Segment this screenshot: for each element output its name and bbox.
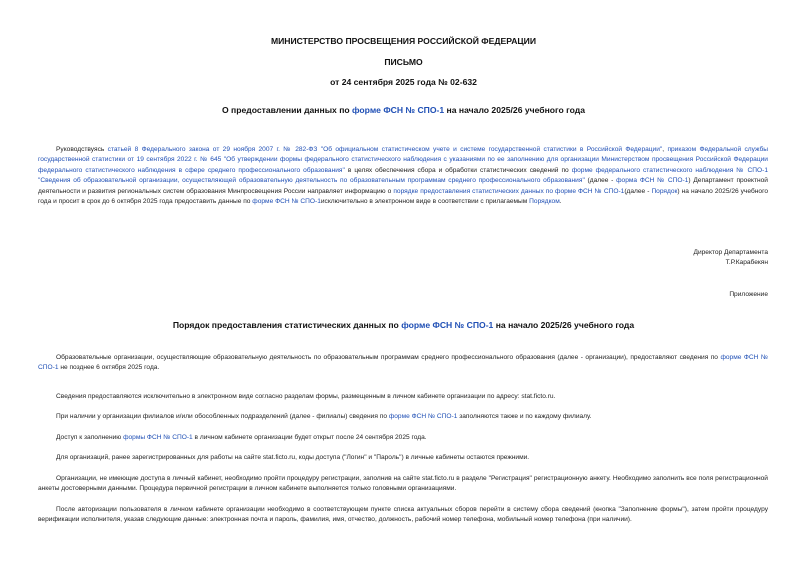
- letter-body-paragraph: Руководствуясь статьей 8 Федерального закона от 29 ноября 2007 г. № 282-ФЗ "Об официальном статистическом учете и системе государственной статистики в Российской Федерации", приказом Федеральной службы государственной статистики от 19 сентября 2022 г. № 645 "Об утверждении формы федерального статистического наблюдения с указаниями по ее заполнению для организации Министерством просвещения Российской Федерации федерального статистического наблюдения в сфере среднего профессионального образования" в целях обеспечения сбора и обработки статистических сведений по форме федерального статистического наблюдения № СПО-1 "Сведения об образовательной организации, осуществляющей образовательную деятельность по образовательным программам среднего профессионального образования" (далее - форма ФСН № СПО-1) Департамент проектной деятельности и развития региональных систем образования Минпросвещения России направляет информацию о порядке предоставления статистических данных по форме ФСН № СПО-1(далее - Порядок) на начало 2025/26 учебного года и просит в срок до 6 октября 2025 года предоставить данные по форме ФСН № СПО-1исключительно в электронном виде в соответствии с прилагаемым Порядком.: [38, 146, 769, 206]
- appendix-paragraph: После авторизации пользователя в личном кабинете организации необходимо в соответствующем пункте списка актуальных сборов перейти в систему сбора сведений (кнопка "Заполнение формы"), затем пройти процедуру верификации исполнителя, указав следующие данные: электронная почта и пароль, фамилия, имя, отчество, должность, рабочий номер телефона, мобильный номер телефона (при наличии).: [38, 506, 768, 524]
- appendix-paragraph: Доступ к заполнению формы ФСН № СПО-1 в личном кабинете организации будет открыт после 24 сентября 2025 года.: [56, 434, 427, 441]
- procedure-short-link[interactable]: Порядок: [651, 187, 678, 195]
- appendix-title: Порядок предоставления статистических данных по форме ФСН № СПО-1 на начало 2025/26 учебного года: [172, 320, 635, 330]
- form-link[interactable]: форме ФСН № СПО-1: [388, 413, 458, 420]
- appendix-paragraph: При наличии у организации филиалов и/или обособленных подразделений (далее - филиалы) сведения по форме ФСН № СПО-1 заполняются также и по каждому филиалу.: [56, 413, 592, 420]
- appendix-label: Приложение: [729, 291, 768, 298]
- procedure-link[interactable]: порядке предоставления статистических данных по форме ФСН № СПО-1: [393, 187, 625, 195]
- document-subject: О предоставлении данных по форме ФСН № СПО-1 на начало 2025/26 учебного года: [221, 105, 585, 115]
- law-article-link[interactable]: статьей 8 Федерального закона от 29 ноября 2007 г. № 282-ФЗ "Об официальном статистическом учете и системе государственной статистики в Российской Федерации": [107, 146, 663, 153]
- form-full-name-link[interactable]: форме федерального статистического наблюдения № СПО-1 "Сведения об образовательной организации, осуществляющей образовательную деятельность по образовательным программам среднего профессионального образования": [38, 166, 769, 185]
- rosstat-order-link[interactable]: приказом Федеральной службы государственной статистики от 19 сентября 2022 г. № 645 "Об утверждении формы федерального статистического наблюдения с указаниями по ее заполнению для организации Министерством просвещения Российской Федерации федерального статистического наблюдения в сфере среднего профессионального образования": [38, 146, 768, 174]
- appendix-form-link[interactable]: форме ФСН № СПО-1: [401, 320, 494, 330]
- subject-form-link[interactable]: форме ФСН № СПО-1: [352, 105, 445, 115]
- appendix-paragraph: Образовательные организации, осуществляющие образовательную деятельность по образовательным программам среднего профессионального образования (далее - организации), предоставляют сведения по форме ФСН № СПО-1 не позднее 6 октября 2025 года.: [38, 354, 768, 372]
- appendix-paragraph: Организации, не имеющие доступа в личный кабинет, необходимо пройти процедуру регистрации, заполнив на сайте stat.ficto.ru в разделе "Регистрация" регистрационную анкету. Необходимо заполнить все поля регистрационной анкеты достоверными данными. Процедура первичной регистрации в личном кабинете выполняется только головными организациями.: [38, 475, 768, 493]
- form-link[interactable]: форме ФСН № СПО-1: [38, 354, 768, 372]
- document-date-number: от 24 сентября 2025 года № 02-632: [330, 77, 477, 87]
- form-link[interactable]: форме ФСН № СПО-1: [252, 198, 321, 206]
- form-short-link[interactable]: форма ФСН № СПО-1: [616, 177, 689, 185]
- document-type: ПИСЬМО: [384, 57, 423, 67]
- signatory-name: Т.Р.Карабекян: [725, 259, 768, 267]
- ministry-heading: МИНИСТЕРСТВО ПРОСВЕЩЕНИЯ РОССИЙСКОЙ ФЕДЕРАЦИИ: [270, 36, 537, 46]
- appendix-paragraph: Сведения предоставляются исключительно в электронном виде согласно разделам формы, размещенным в личном кабинете организации по адресу: stat.ficto.ru.: [56, 393, 556, 400]
- signatory-position: Директор Департамента: [693, 249, 768, 256]
- attached-procedure-link[interactable]: Порядком: [529, 198, 560, 206]
- signature-block: [693, 248, 768, 269]
- appendix-paragraph: Для организаций, ранее зарегистрированных для работы на сайте stat.ficto.ru, коды доступа ("Логин" и "Пароль") в личные кабинеты остаются прежними.: [56, 454, 530, 461]
- form-link[interactable]: формы ФСН № СПО-1: [123, 434, 193, 441]
